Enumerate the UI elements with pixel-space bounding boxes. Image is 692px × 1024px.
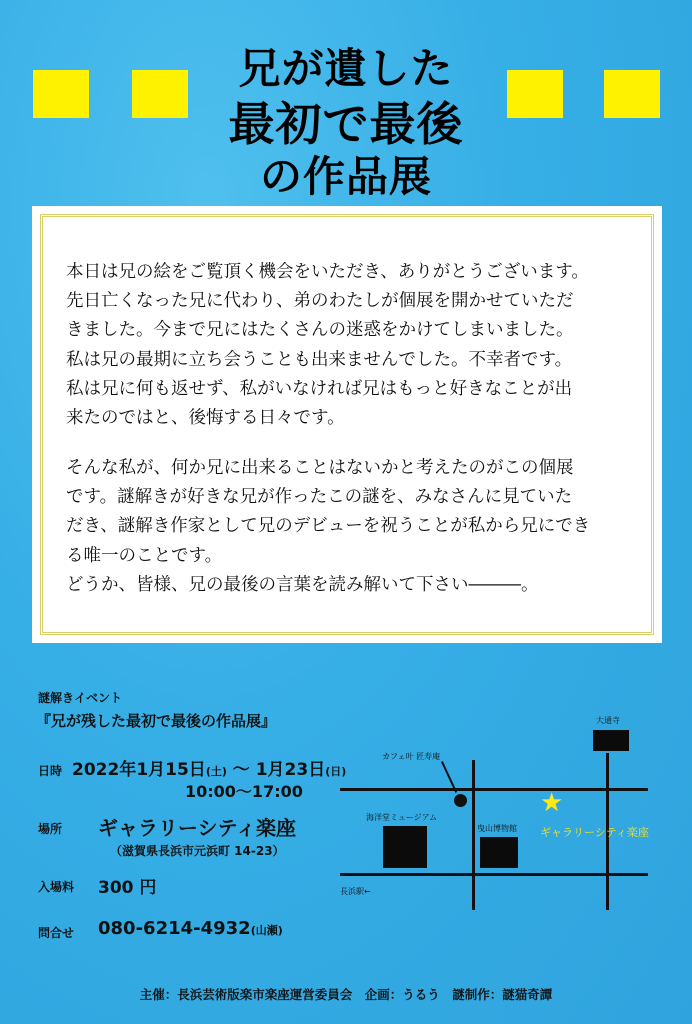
- map-block-kaiyodo: [383, 826, 427, 868]
- map-road-horizontal-bottom: [340, 873, 648, 876]
- message-line: 私は兄に何も返せず、私がいなければ兄はもっと好きなことが出: [66, 378, 573, 399]
- venue-label: 場所: [38, 822, 63, 836]
- message-line: 来たのではと、後悔する日々です。: [66, 408, 345, 429]
- title-line-1: 兄が遺した: [238, 44, 454, 93]
- event-name: 『兄が残した最初で最後の作品展』: [36, 712, 277, 730]
- map-label-station: 長浜駅←: [340, 887, 371, 896]
- date-end-day: (日): [325, 765, 347, 778]
- date-start-day: (土): [205, 765, 227, 778]
- message-line: 先日亡くなった兄に代わり、弟のわたしが個展を開かせていただ: [66, 291, 574, 312]
- message-line: る唯一のことです。: [66, 545, 223, 566]
- map-label-gallery: ギャラリーシティ楽座: [540, 826, 649, 839]
- star-icon: ★: [540, 788, 564, 818]
- message-line: きました。今まで兄にはたくさんの迷惑をかけてしまいました。: [66, 320, 574, 341]
- title-line-2: 最初で最後: [228, 97, 464, 151]
- title-line-3: の作品展: [259, 152, 432, 201]
- venue-name: ギャラリーシティ楽座: [98, 816, 296, 840]
- message-line: そんな私が、何か兄に出来ることはないかと考えたのがこの個展: [66, 458, 574, 478]
- event-category: 謎解きイベント: [38, 691, 123, 705]
- map-block-daitsuji: [593, 730, 629, 751]
- message-line: 私は兄の最期に立ち会うことも出来ませんでした。不幸者です。: [66, 349, 573, 370]
- map-cafe-marker: [454, 794, 467, 807]
- contact-row: [98, 918, 283, 939]
- map-road-horizontal-top: [340, 788, 648, 791]
- map-label-kiyama: 曳山博物館: [477, 824, 517, 833]
- map-label-kaiyodo: 海洋堂ミュージアム: [366, 813, 438, 822]
- phone-note: (山瀬): [250, 924, 283, 937]
- date-label: 日時: [38, 764, 63, 778]
- date-end: 1月23日: [255, 760, 326, 780]
- message-paragraph-2: [66, 454, 636, 600]
- fee-value: 300 円: [98, 878, 157, 898]
- event-time: 10:00〜17:00: [185, 782, 303, 801]
- message-paragraph-1: [66, 258, 636, 433]
- date-row: [72, 755, 346, 780]
- message-line: だき、謎解き作家として兄のデビューを祝うことが私から兄にでき: [66, 516, 591, 537]
- fee-label: 入場料: [38, 880, 75, 894]
- message-line: です。謎解きが好きな兄が作ったこの謎を、みなさんに見ていた: [66, 487, 573, 508]
- phone-number: 080-6214-4932: [98, 918, 251, 939]
- contact-label: 問合せ: [38, 926, 75, 940]
- message-line: どうか、皆様、兄の最後の言葉を読み解いて下さい―――。: [66, 574, 539, 595]
- map-label-cafe: カフェ叶 匠寿庵: [382, 752, 441, 761]
- venue-address: （滋賀県長浜市元浜町 14-23）: [110, 844, 285, 858]
- map-road-vertical-left: [472, 760, 475, 910]
- map-label-daitsuji: 大通寺: [596, 716, 620, 725]
- date-separator: 〜: [232, 760, 250, 780]
- map-block-kiyama: [480, 837, 518, 868]
- footer-credits: 主催：長浜芸術版楽市楽座運営委員会 企画：うるう 謎制作：謎猫奇譚: [139, 987, 553, 1002]
- date-start: 2022年1月15日: [72, 760, 206, 780]
- message-line: 本日は兄の絵をご覧頂く機会をいただき、ありがとうございます。: [66, 262, 589, 282]
